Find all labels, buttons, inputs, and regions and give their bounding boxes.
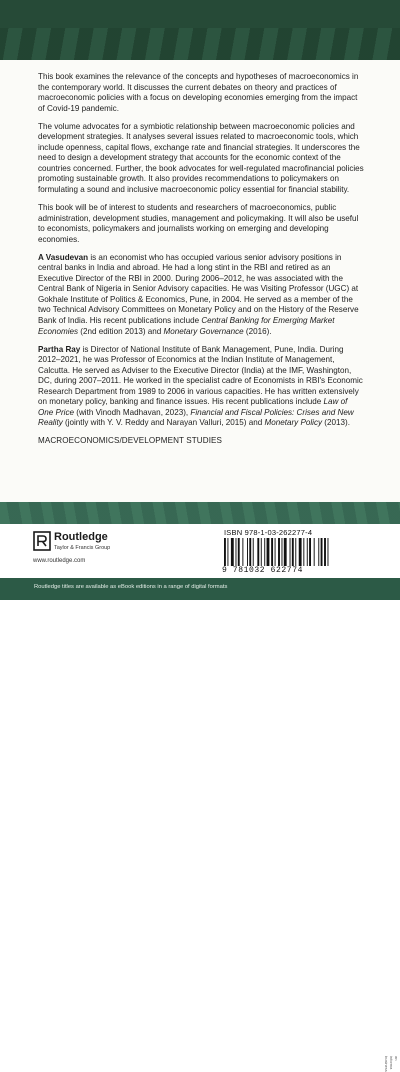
blurb-text — [38, 72, 364, 455]
publisher-name: Routledge — [54, 531, 108, 543]
author-name: A Vasudevan — [38, 252, 89, 262]
author-bio-text: (2nd edition 2013) and — [78, 326, 164, 336]
informa-tagline: an informa business — [384, 1056, 399, 1072]
publication-title: Monetary Governance — [163, 326, 244, 336]
author-bio-text: is an economist who has occupied various senior advisory positions in central banks in India and abroad. He had a long stint in the RBI and retired as an Executive Director of the RBI in 2000. During 2006–2012, he was associated with the Central Bank of Nigeria in Senior Advisory capacities. He was Visiting Professor (UGC) at Gokhale Institute of Politics & Economics, Pune, in 2004. He served as a member of the two Technical Advisory Committees on Monetary Policy and on the History of the Reserve Bank of India. His recent publications include — [38, 252, 359, 325]
routledge-logo-icon — [33, 531, 51, 551]
description-paragraph-1: This book examines the relevance of the concepts and hypotheses of macroeconomics in the contemporary world. It discusses the current debates on theory and practices of macroeconomic policies with a focus on developing economies emerging from the impact of Covid-19 pandemic. — [38, 72, 359, 113]
author-bio-2 — [38, 345, 364, 429]
author-name: Partha Ray — [38, 344, 81, 354]
footer-band — [0, 578, 400, 600]
top-cover-band — [0, 0, 400, 60]
isbn-label: ISBN 978-1-03-262277-4 — [224, 528, 313, 537]
barcode-number: 9 781032 622774 — [222, 566, 304, 575]
green-band — [0, 502, 400, 524]
description-paragraph-2: The volume advocates for a symbiotic relationship between macroeconomic policies and development strategies. It analyses several issues related to macroeconomic tools, which include openness, capital flows, exchange rate and financial strategies. It underscores the need to design a development strategy that accounts for the economic context of the countries concerned. Further, the book advocates for well-regulated macrofinancial policies promoting sustainable growth. It also provides recommendations to policymakers on formulating a sound and inclusive macroeconomic policy essential for financial stability. — [38, 121, 364, 194]
description-paragraph-3: This book will be of interest to students and researchers of macroeconomics, public administration, development studies, management and policymaking. It will also be useful to economists, policymakers and journalists working on emerging and developing economies. — [38, 203, 359, 244]
author-bio-text: (2016). — [243, 326, 272, 336]
back-cover-content — [0, 60, 400, 502]
publisher-group: Taylor & Francis Group — [54, 545, 111, 551]
subject-category: MACROECONOMICS/DEVELOPMENT STUDIES — [38, 436, 223, 446]
publication-title: Financial and Fiscal Policies: Crises and New Reality — [38, 407, 354, 428]
author-bio-text: (with Vinodh Madhavan, 2023), — [74, 407, 191, 417]
publication-title: Central Banking for Emerging Market Economies — [38, 315, 335, 336]
publication-title: Monetary Policy — [264, 418, 323, 428]
author-bio-text: (jointly with Y. V. Reddy and Narayan Valluri, 2015) and — [62, 418, 265, 428]
author-bio-1 — [38, 253, 364, 337]
author-bio-text: (2013). — [322, 418, 350, 428]
publisher-website: www.routledge.com — [33, 558, 86, 564]
cover-pattern — [0, 28, 400, 60]
ebook-notice: Routledge titles are available as eBook editions in a range of digital formats — [34, 584, 228, 590]
isbn-box — [222, 528, 368, 576]
author-bio-text: is Director of National Institute of Bank Management, Pune, India. During 2012–2021, he was Professor of Economics at the Indian Institute of Management, Calcutta. He served as Adviser to the Executive Director (India) at the IMF, Washington, DC, during 2007–2011. He worked in the specialist cadre of Economists in RBI's Economic Research Department from 1989 to 2006 in various capacities. He has written extensively on monetary policy, banking and finance issues. His recent publications include — [38, 344, 363, 407]
barcode-icon — [222, 538, 368, 566]
publication-title: Law of One Price — [38, 397, 348, 417]
band-pattern — [0, 502, 400, 524]
